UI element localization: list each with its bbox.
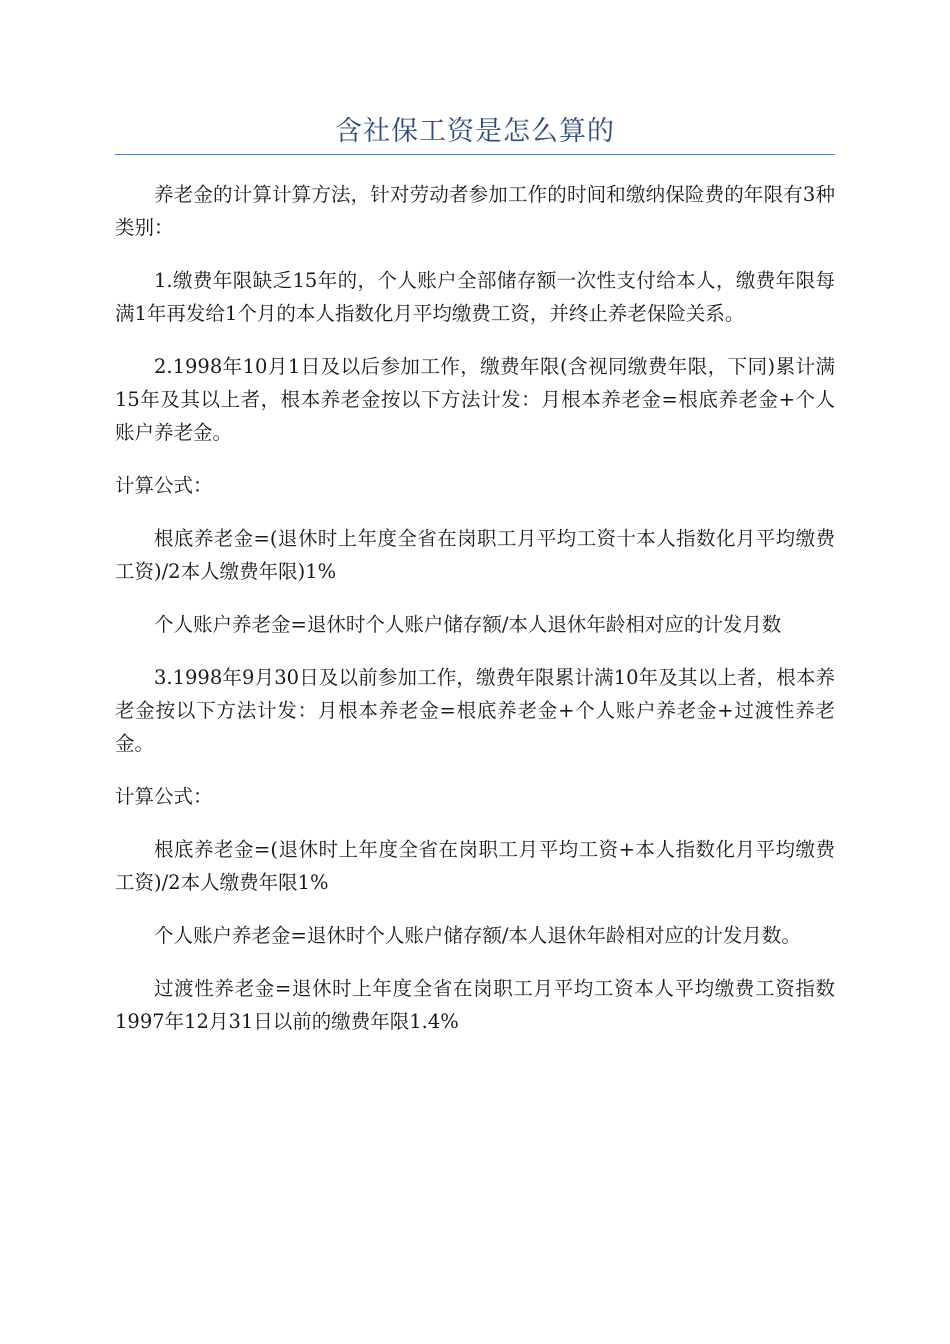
formula-base-pension-1: 根底养老金=(退休时上年度全省在岗职工月平均工资十本人指数化月平均缴费工资)/2本人缴费年限)1% [115, 527, 835, 583]
paragraph-intro: 养老金的计算计算方法，针对劳动者参加工作的时间和缴纳保险费的年限有3种类别： [115, 183, 835, 239]
formula-personal-account-1: 个人账户养老金=退休时个人账户储存额/本人退休年龄相对应的计发月数 [154, 613, 782, 636]
title-underline [115, 154, 835, 155]
document-body [115, 178, 835, 1058]
formula-heading-2: 计算公式： [115, 785, 213, 808]
formula-transitional-pension: 过渡性养老金=退休时上年度全省在岗职工月平均工资本人平均缴费工资指数1997年12月31日以前的缴费年限1.4% [115, 977, 835, 1033]
formula-personal-account-2: 个人账户养老金=退休时个人账户储存额/本人退休年龄相对应的计发月数。 [154, 924, 801, 947]
formula-heading-1: 计算公式： [115, 474, 213, 497]
paragraph-item-2: 2.1998年10月1日及以后参加工作，缴费年限(含视同缴费年限，下同)累计满15年及其以上者，根本养老金按以下方法计发：月根本养老金=根底养老金+个人账户养老金。 [115, 355, 835, 444]
formula-base-pension-2: 根底养老金=(退休时上年度全省在岗职工月平均工资+本人指数化月平均缴费工资)/2本人缴费年限1% [115, 838, 835, 894]
page-title: 含社保工资是怎么算的 [335, 116, 615, 147]
paragraph-item-3: 3.1998年9月30日及以前参加工作，缴费年限累计满10年及其以上者，根本养老金按以下方法计发：月根本养老金=根底养老金+个人账户养老金+过渡性养老金。 [115, 666, 835, 755]
paragraph-item-1: 1.缴费年限缺乏15年的，个人账户全部储存额一次性支付给本人，缴费年限每满1年再发给1个月的本人指数化月平均缴费工资，并终止养老保险关系。 [115, 269, 835, 325]
